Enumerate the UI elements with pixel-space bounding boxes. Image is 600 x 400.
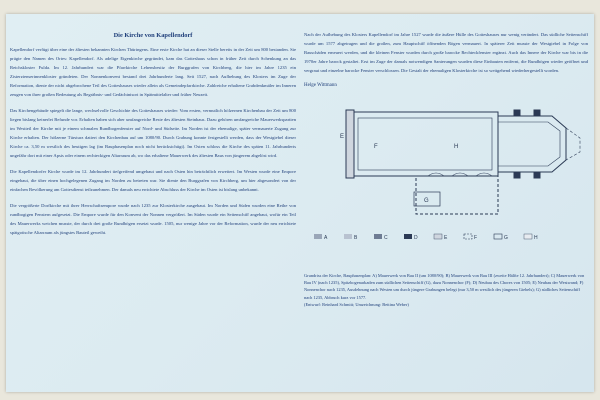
south-aisle xyxy=(416,176,498,214)
paragraph-monastery: Die vergrößerte Dorfkirche mit ihrer Herrschaftsempore wurde nach 1235 zur Klosterkirche ausgebaut. Im Norden und Süden wurden eine Reihe von rundbogigen Fenstern aufgesetzt. Die Empore wurde für den Konvent der Nonnen vergrößert. Im Süden wurde ein Seitenschiff angebaut, wofür ein Teil des Mauerwerks weichen musste, der durch drei große Rundbögen ersetzt wurde. 1505, nur wenige Jahre vor der Reformation, wurde der neu errichtete spätgotische Altarraum als jüngstes Bauteil geweiht. xyxy=(10,203,296,235)
left-column xyxy=(10,32,296,244)
plan-label-h: H xyxy=(454,144,459,150)
plan-credit: (Entwurf: Reinhard Schmitt; Umzeichnung: Bettina Weber) xyxy=(304,301,409,307)
legend-label-d: D xyxy=(414,235,418,241)
plan-legend xyxy=(314,234,538,241)
floor-plan-drawing xyxy=(304,98,588,268)
legend-label-f: F xyxy=(474,235,478,241)
page-title: Die Kirche von Kapellendorf xyxy=(113,32,193,39)
choir-outline xyxy=(498,116,566,172)
floor-plan xyxy=(304,98,588,268)
nave-inner xyxy=(358,118,492,170)
legend-swatch-d xyxy=(404,234,412,239)
legend-swatch-h xyxy=(524,234,532,239)
legend-label-e: E xyxy=(444,235,448,241)
choir-inner xyxy=(498,122,560,166)
choir-dashed-line xyxy=(566,128,580,160)
paragraph-12th-century: Die Kapellendorfer Kirche wurde im 12. Jahrhundert tiefgreifend umgebaut und nach Osten hin beträchtlich erweitert. Im Westen wurde eine Empore eingebaut, die über einen hochgelegenen Zugang im Norden zu betreten war. Sie diente den Burggrafen von Kirchberg, um hier abgesondert von der einfachen Bevölkerung am Gottesdienst teilzunehmen. Der damals neu errichtete Abschluss der Kirche im Osten ist bislang unbekannt. xyxy=(10,169,296,192)
plan-label-g: G xyxy=(424,198,429,204)
plan-label-f: F xyxy=(374,144,378,150)
legend-label-b: B xyxy=(354,235,358,241)
buttress-north xyxy=(514,110,520,116)
right-column xyxy=(304,30,588,308)
plan-caption: Grundriss der Kirche, Bauphasenplan: A) Mauerwerk von Bau II (um 1080/90); B) Mauerwerk von Bau III (zweite Hälfte 12. Jahrhundert); C) Mauerwerk von Bau IV (nach 1235), Spitzbogenarkaden zum südlichen Seitenschiff (G), dazu Nonnenchor (F); D) Neubau des Chores von 1505; E) Neubau der Westwand; F) Nonnenchor nach 1235, Ausdehnung nach Westen um durch jüngere Grabungen belegt (nur 3,50 m westlich des jüngeren Giebels); G) südliches Seitenschiff nach 1235, Abbruch kurz vor 1577. xyxy=(304,273,585,300)
legend-label-g: G xyxy=(504,235,508,241)
legend-swatch-a xyxy=(314,234,322,239)
buttress-south xyxy=(514,172,520,178)
legend-swatch-e xyxy=(434,234,442,239)
buttress-north-2 xyxy=(534,110,540,116)
author-name: Helge Wittmann xyxy=(304,83,337,88)
legend-swatch-g xyxy=(494,234,502,239)
plan-label-e: E xyxy=(340,134,345,140)
paragraph-building: Das Kirchengebäude spiegelt die lange, wechselvolle Geschichte des Gotteshauses wieder: Vom ersten, vermutlich hölzernen Kirchenbau der Zeit um 800 liegen bislang keinerlei Befunde vor. Erhalten haben sich aber umfangreiche Reste des ältesten Steinbaus. Dazu gehören umfangreiche Mauerwerkspartien im Westteil der Kirche mit je einem schmalen Rundbogenfenster auf Nord- und Südseite. Im Norden ist der ehemalige, später vermauerte Zugang zur Kirche erhalten. Der hölzerne Türsturz datiert den Kirchenbau auf um 1080/90. Durch Grabung konnte festgestellt werden, dass der Westgiebel dieser Kirche ca. 3,50 m westlich des heutigen lag (im Bauphasenplan noch nicht berücksichtigt). Im Osten schloss die Kirche des späten 11. Jahrhunderts ungefähr dort mit einer Apsis oder einem rechteckigen Altarraum ab, wo das erhaltene Mauerwerk des ältesten Baus von jüngerem abgelöst wird. xyxy=(10,108,296,158)
info-board xyxy=(6,14,594,392)
legend-label-a: A xyxy=(324,235,328,241)
paragraph-reformation: Nach der Aufhebung des Klosters Kapellendorf im Jahre 1527 wurde die äußere Hülle des Gotteshauses nur wenig verändert. Das südliche Seitenschiff wurde um 1577 abgetragen und die großen, zum Hauptschiff öffnenden Bögen vermauert. In späterer Zeit musste der Westgiebel in Folge von Bauschäden erneuert werden, und die kleinen Fenster wurden durch große barocke Rechteckfenster ergänzt. Auch das Innere der Kirche war bis in die 1970er Jahre barock gestaltet. Erst im Zuge der damals notwendigen Sanierungen wurden diese Einbauten entfernt, die Rundbögen wieder geöffnet und vergraut und einzelne barocke Fenster verschlossen. Die Gestalt der ehemaligen Klosterkirche ist so weitgehend wiederhergestellt worden. xyxy=(304,32,588,73)
paragraph-intro: Kapellendorf verfügt über eine der ältesten bekannten Kirchen Thüringens. Eine erste Kirche hat an dieser Stelle bereits in der Zeit um 800 bestanden. Sie prägte den Namen des Ortes: Kapellendorf. Als adelige Eigenkirche gegründet, kam das Gotteshaus schon in früher Zeit durch Schenkung an das Reichskloster Fulda. Im 12. Jahrhundert war die Pfarrkirche Lehensbesitz der Burggrafen von Kirchberg, die hier im Jahre 1235 ein Zisterzienserinnenkloster gründeten. Der Nonnenkonvent bestand drei Jahrhunderte lang. Seit 1527, nach Aufhebung des Klosters im Zuge der Reformation, diente der nicht abgebrochene Teil des Gotteshauses wieder allein als Gemeindepfarrkirche. Zahlreiche erhaltene Grabdenkmäler im Inneren zeugen von ihrer großen Bedeutung als Begräbnis- und Gedächtnisort in Spätmittelalter und früher Neuzeit. xyxy=(10,47,296,97)
legend-label-h: H xyxy=(534,235,538,241)
legend-swatch-c xyxy=(374,234,382,239)
legend-swatch-f xyxy=(464,234,472,239)
legend-label-c: C xyxy=(384,235,388,241)
west-wall xyxy=(346,110,354,178)
buttress-south-2 xyxy=(534,172,540,178)
legend-swatch-b xyxy=(344,234,352,239)
